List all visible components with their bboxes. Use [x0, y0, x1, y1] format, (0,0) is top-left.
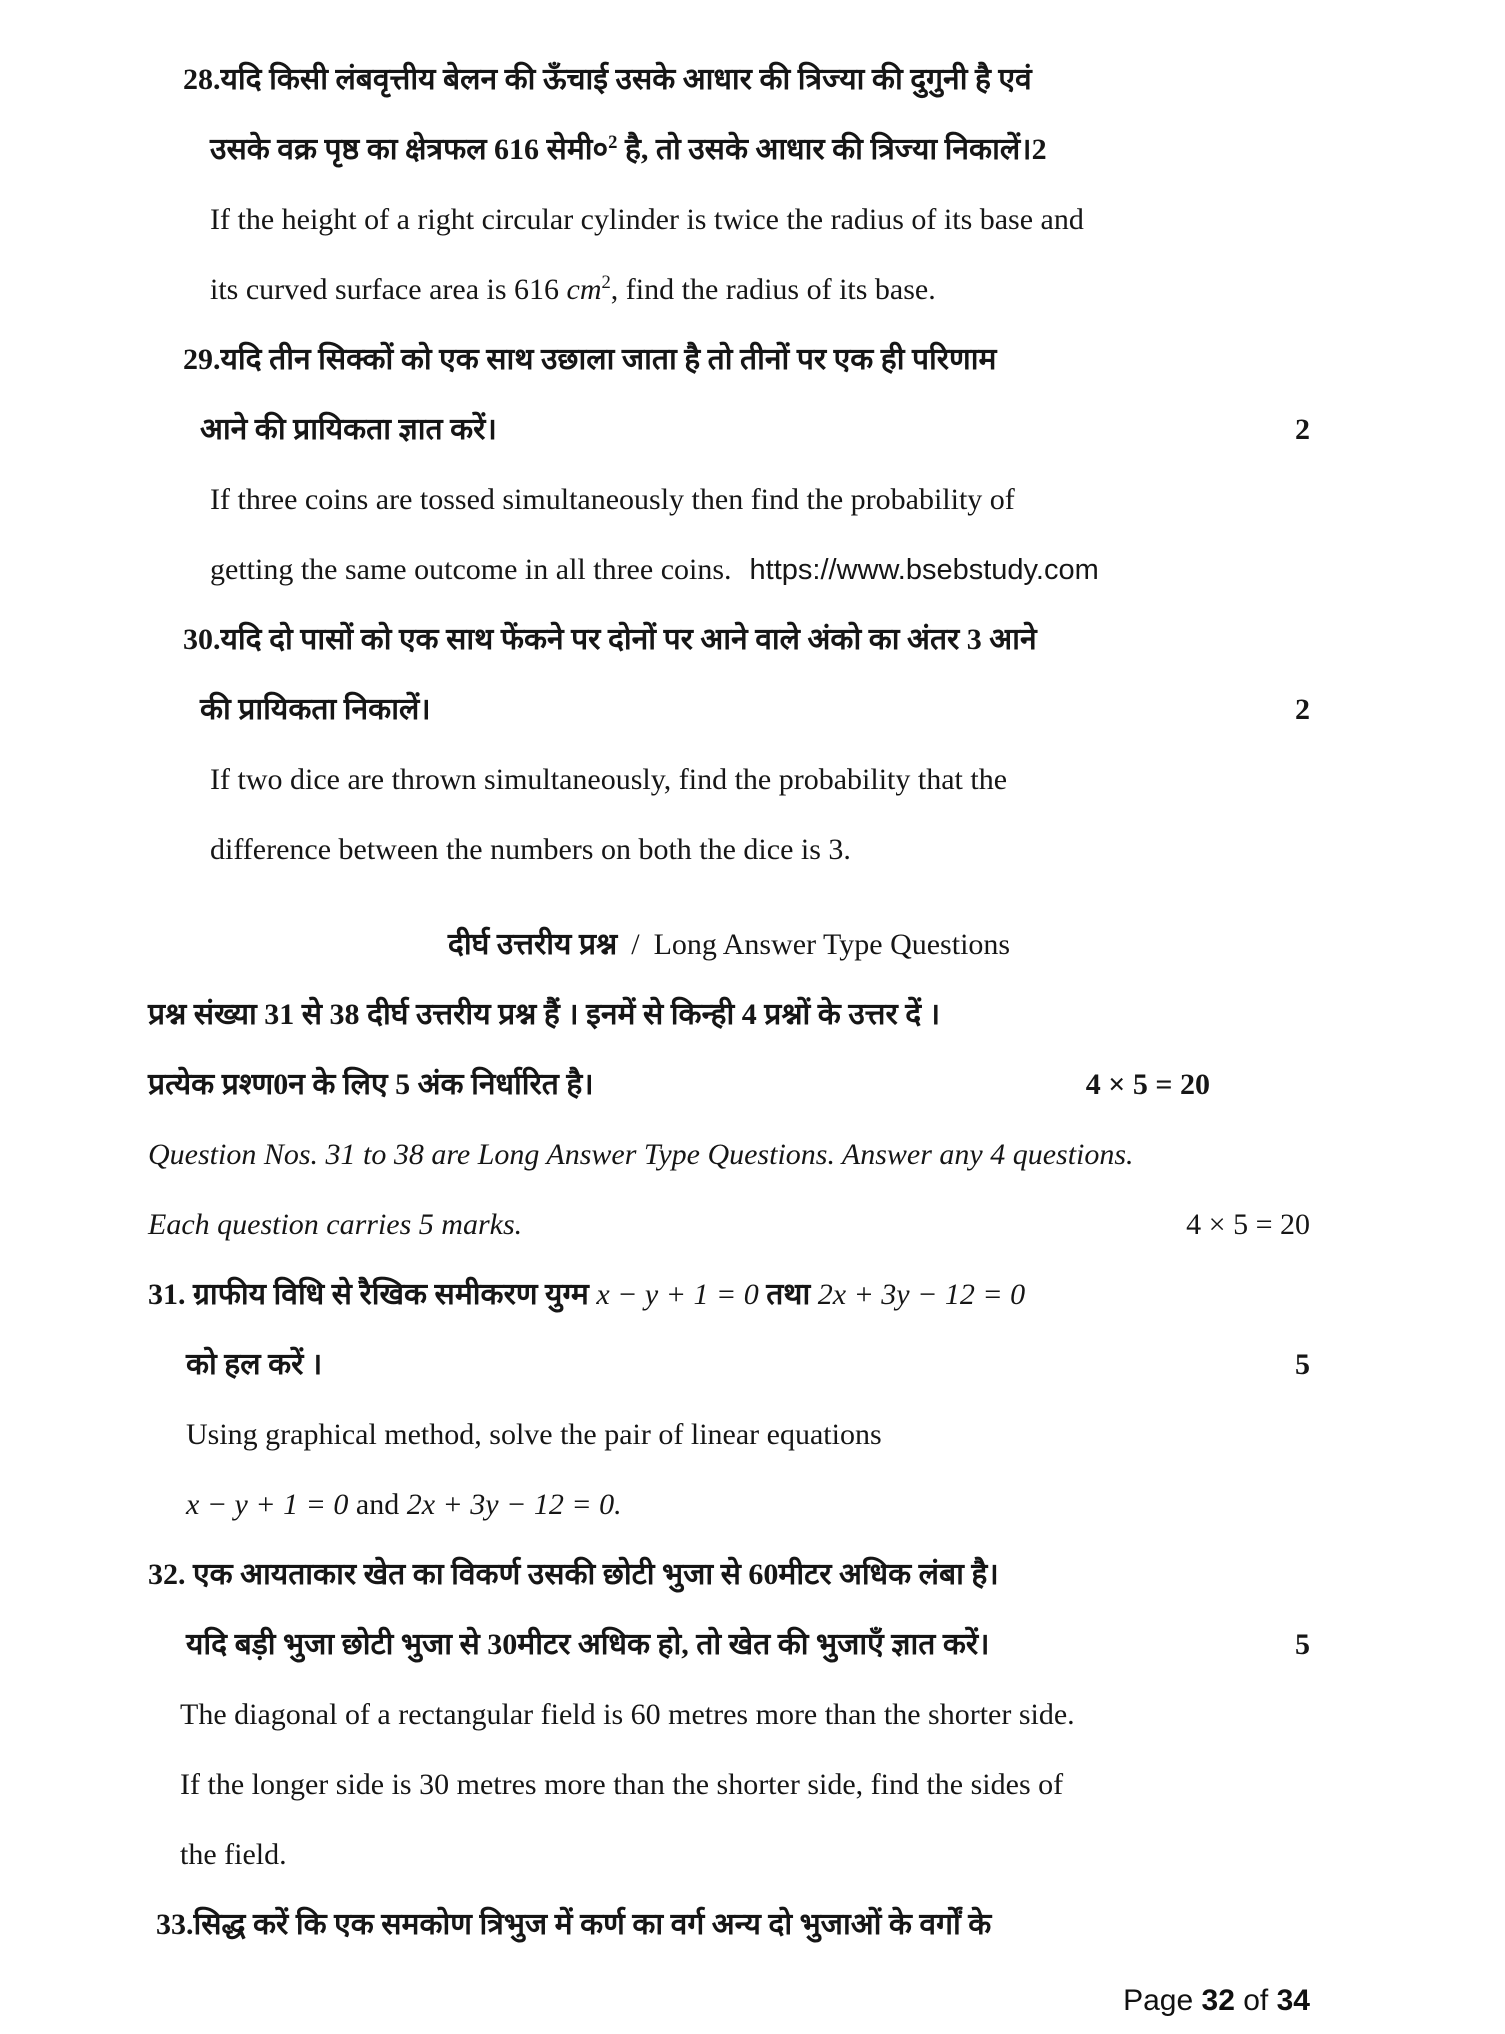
q28-l4-superscript: 2	[601, 272, 611, 293]
question-31-line4-english	[186, 1470, 1310, 1540]
of-label: of	[1243, 1984, 1269, 2017]
question-30-line2-hindi	[200, 675, 1310, 745]
q28-l4-text: its curved surface area is 616	[210, 273, 567, 306]
page-label: Page	[1123, 1984, 1194, 2017]
question-32-line4-english: If the longer side is 30 metres more than the shorter side, find the sides of	[180, 1768, 1064, 1801]
section-heading-hindi: दीर्घ उत्तरीय प्रश्न	[447, 928, 618, 961]
q31-equation-1-english: x − y + 1 = 0	[186, 1488, 349, 1521]
marks-formula: 4 × 5 = 20	[1186, 1208, 1310, 1241]
instruction-english-line2-text: Each question carries 5 marks.	[148, 1208, 523, 1241]
question-28-line3-english: If the height of a right circular cylinder is twice the radius of its base and	[210, 203, 1084, 236]
instruction-hindi-line2	[148, 1050, 1310, 1120]
question-30-line4-english: difference between the numbers on both the dice is 3.	[210, 833, 851, 866]
question-31-line3-english: Using graphical method, solve the pair of linear equations	[186, 1418, 882, 1451]
q31-marks-value: 5	[1295, 1348, 1310, 1381]
marks-formula-bold: 4 × 5 = 20	[1085, 1068, 1210, 1101]
question-29-line3-english: If three coins are tossed simultaneously then find the probability of	[210, 483, 1015, 516]
question-33-line1-hindi: 33.सिद्ध करें कि एक समकोण त्रिभुज में कर्ण का वर्ग अन्य दो भुजाओं के वर्गों के	[156, 1908, 992, 1941]
question-32-line3-english: The diagonal of a rectangular field is 60 metres more than the shorter side.	[180, 1698, 1075, 1731]
q28-l2-text: उसके वक्र पृष्ठ का क्षेत्रफल 616 सेमी०	[210, 133, 609, 166]
question-30-line3-english: If two dice are thrown simultaneously, find the probability that the	[210, 763, 1008, 796]
q31-l2-text: को हल करें ।	[186, 1348, 323, 1381]
heading-separator: /	[631, 928, 640, 961]
page-footer	[1123, 1984, 1310, 2018]
question-30-line1-hindi: 30.यदि दो पासों को एक साथ फेंकने पर दोनों पर आने वाले अंको का अंतर 3 आने	[183, 623, 1037, 656]
question-28-line2-hindi	[210, 115, 1310, 185]
q28-l2-text-post: है, तो उसके आधार की त्रिज्या निकालें।	[617, 133, 1032, 166]
q28-l4-text-post: , find the radius of its base.	[610, 273, 936, 306]
q29-l4-text: getting the same outcome in all three coins.	[210, 553, 732, 586]
document-content	[148, 45, 1310, 1960]
q31-l1-text: 31. ग्राफीय विधि से रैखिक समीकरण युग्म	[148, 1278, 597, 1311]
q28-l2-superscript: 2	[608, 132, 618, 153]
question-28-line1-hindi: 28.यदि किसी लंबवृत्तीय बेलन की ऊँचाई उसके आधार की त्रिज्या की दुगुनी है एवं	[183, 63, 1032, 96]
instruction-english-line2	[148, 1190, 1310, 1260]
page-number: 32	[1201, 1984, 1235, 2017]
q28-l4-unit: cm	[566, 273, 602, 306]
question-31-line2-hindi	[186, 1330, 1310, 1400]
q31-l1-connector: तथा	[758, 1278, 818, 1311]
question-32-line2-hindi	[186, 1610, 1310, 1680]
section-heading	[148, 910, 1310, 980]
q30-l2-text: की प्रायिकता निकालें।	[200, 693, 431, 726]
q32-l2-text: यदि बड़ी भुजा छोटी भुजा से 30मीटर अधिक हो, तो खेत की भुजाएँ ज्ञात करें।	[186, 1628, 990, 1661]
website-url: https://www.bsebstudy.com	[749, 554, 1099, 586]
question-29-line4-english	[210, 535, 1310, 605]
question-32-line5-english: the field.	[180, 1838, 287, 1871]
section-heading-english: Long Answer Type Questions	[653, 928, 1011, 961]
q29-l2-text: आने की प्रायिकता ज्ञात करें।	[200, 413, 497, 446]
q31-equation-1: x − y + 1 = 0	[596, 1278, 759, 1311]
total-pages: 34	[1276, 1984, 1310, 2017]
q31-equation-2-english: 2x + 3y − 12 = 0.	[406, 1488, 622, 1521]
instruction-hindi-line2-text: प्रत्येक प्रश्ण0न के लिए 5 अंक निर्धारित है।	[148, 1068, 594, 1101]
question-29-line1-hindi: 29.यदि तीन सिक्कों को एक साथ उछाला जाता है तो तीनों पर एक ही परिणाम	[183, 343, 997, 376]
q29-marks-value: 2	[1295, 413, 1310, 446]
q30-marks-value: 2	[1295, 693, 1310, 726]
q28-marks-value: 2	[1031, 133, 1047, 166]
instruction-english-line1: Question Nos. 31 to 38 are Long Answer Type Questions. Answer any 4 questions.	[148, 1138, 1134, 1171]
question-32-line1-hindi: 32. एक आयताकार खेत का विकर्ण उसकी छोटी भुजा से 60मीटर अधिक लंबा है।	[148, 1558, 999, 1591]
question-29-line2-hindi	[200, 395, 1310, 465]
q31-equation-2: 2x + 3y − 12 = 0	[817, 1278, 1026, 1311]
q32-marks-value: 5	[1295, 1628, 1310, 1661]
question-31-line1-hindi	[148, 1260, 1310, 1330]
instruction-hindi-line1: प्रश्न संख्या 31 से 38 दीर्घ उत्तरीय प्रश्न हैं । इनमें से किन्ही 4 प्रश्नों के उत्तर दें ।	[148, 998, 941, 1031]
question-28-line4-english	[210, 255, 1310, 325]
q31-l4-connector: and	[348, 1488, 407, 1521]
